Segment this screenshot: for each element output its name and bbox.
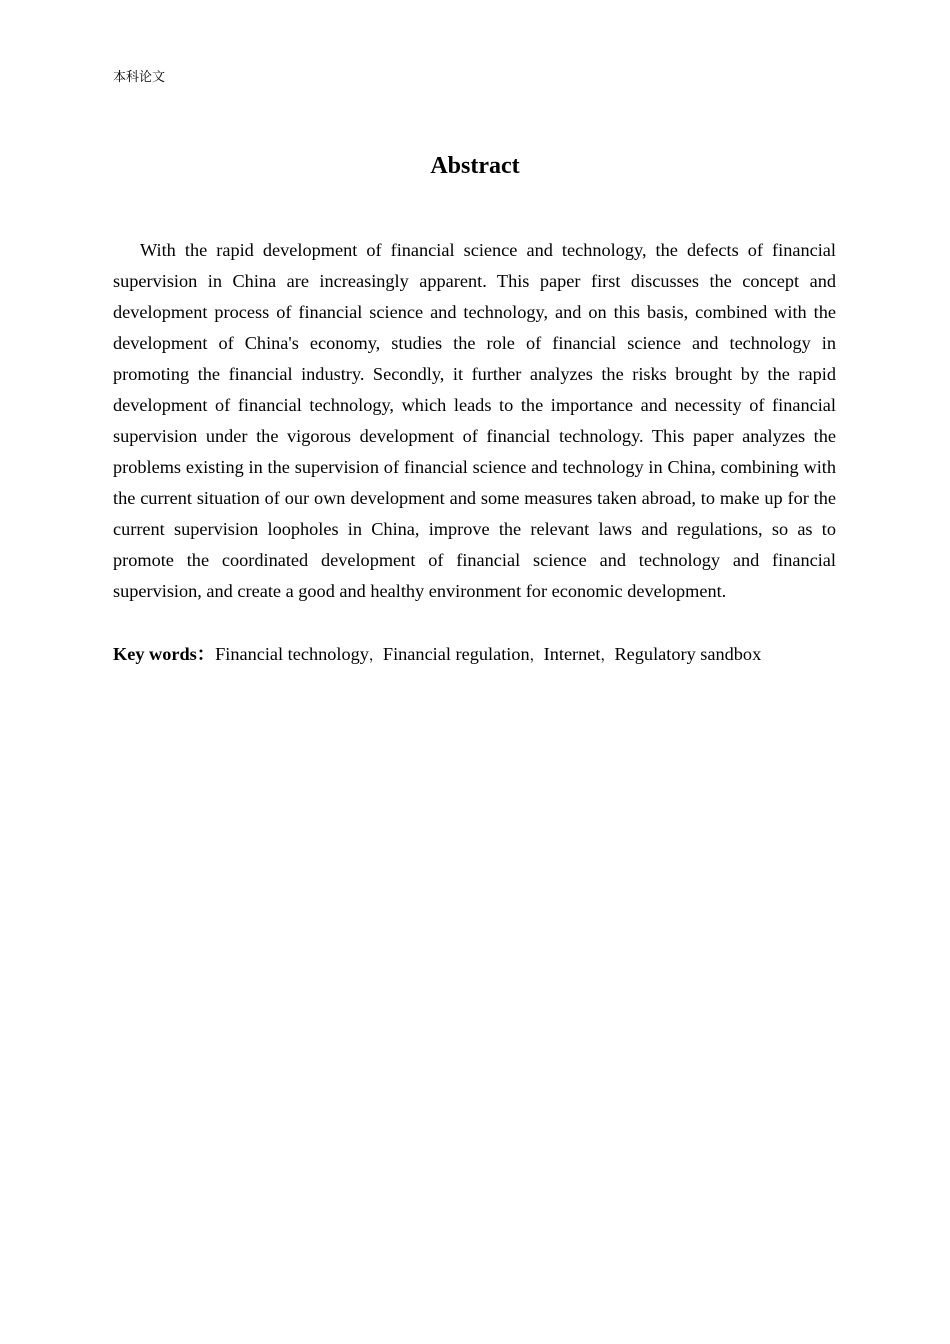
- keyword-item: Regulatory sandbox: [614, 644, 762, 664]
- keyword-separator: ，: [368, 648, 383, 664]
- running-header: 本科论文: [113, 70, 166, 85]
- keyword-item: Financial technology: [215, 644, 369, 664]
- keyword-separator: ，: [600, 648, 615, 664]
- abstract-title: Abstract: [430, 153, 520, 180]
- keyword-separator: ，: [529, 648, 544, 664]
- keyword-item: Financial regulation: [382, 644, 530, 664]
- keywords-line: [113, 639, 873, 672]
- keywords-label: Key words: [113, 644, 197, 664]
- keyword-item: Internet: [543, 644, 601, 664]
- keywords-label-separator: ：: [196, 644, 216, 664]
- abstract-body: With the rapid development of financial science and technology, the defects of financial supervision in China are increasingly apparent. This paper first discusses the concept and development process of financial science and technology, and on this basis, combined with the development of China's economy, studies the role of financial science and technology in promoting the financial industry. Secondly, it further analyzes the risks brought by the rapid development of financial technology, which leads to the importance and necessity of financial supervision under the vigorous development of financial technology. This paper analyzes the problems existing in the supervision of financial science and technology in China, combining with the current situation of our own development and some measures taken abroad, to make up for the current supervision loopholes in China, improve the relevant laws and regulations, so as to promote the coordinated development of financial science and technology and financial supervision, and create a good and healthy environment for economic development.: [113, 240, 836, 601]
